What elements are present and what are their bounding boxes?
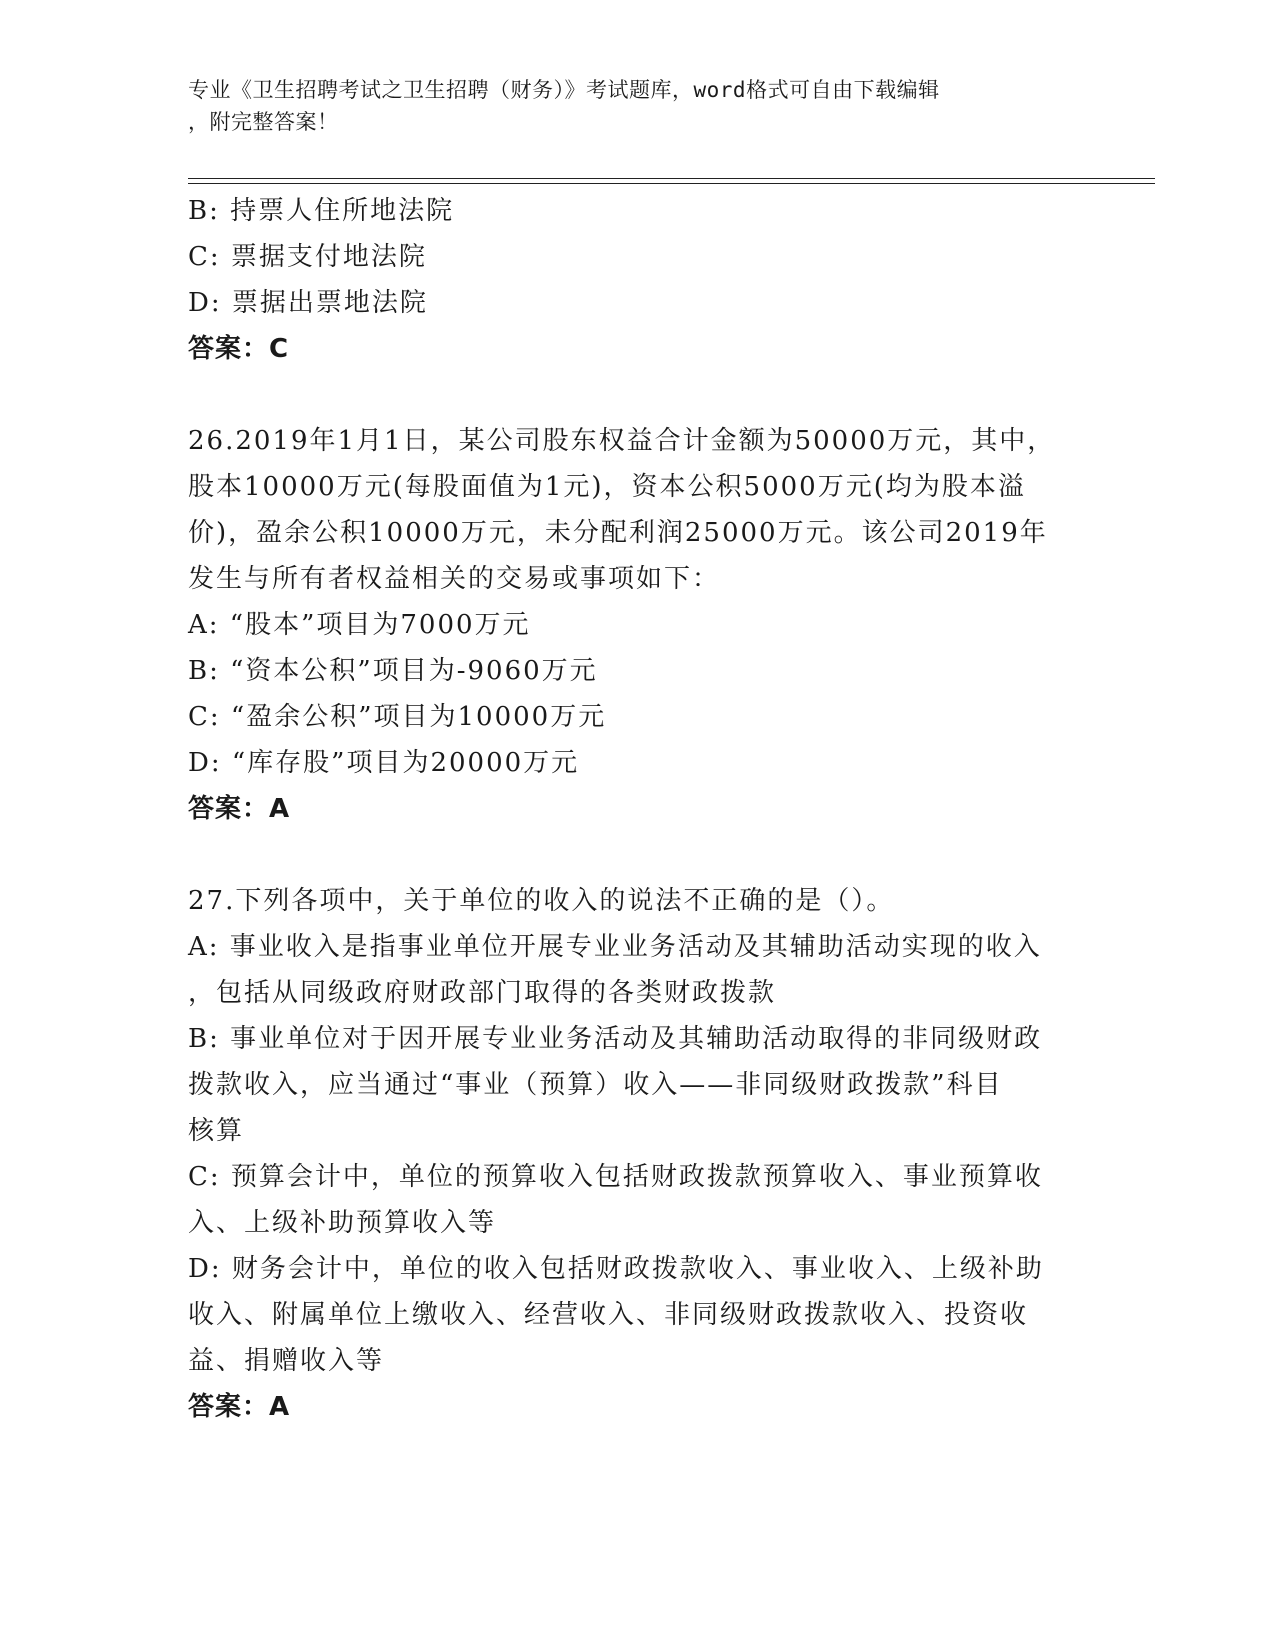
option-b-line: B: 事业单位对于因开展专业业务活动及其辅助活动取得的非同级财政 <box>188 1024 1043 1054</box>
option-b: B: “资本公积”项目为-9060万元 <box>188 656 598 686</box>
answer-label: 答案：C <box>188 334 290 364</box>
option-c: C: “盈余公积”项目为10000万元 <box>188 702 607 732</box>
option-b-line: 拨款收入，应当通过“事业（预算）收入——非同级财政拨款”科目 <box>188 1070 1003 1100</box>
header-divider-bottom <box>188 183 1155 184</box>
spacer <box>188 832 1088 878</box>
header-line-2: ，附完整答案！ <box>188 110 339 134</box>
spacer <box>188 372 1088 418</box>
option-d-line: D: 财务会计中，单位的收入包括财政拨款收入、事业收入、上级补助 <box>188 1254 1044 1284</box>
document-body <box>188 188 1088 1430</box>
question-stem-line: 26.2019年1月1日，某公司股东权益合计金额为50000万元，其中， <box>188 426 1056 456</box>
question-26 <box>188 418 1088 832</box>
header-divider-top <box>188 178 1155 179</box>
question-stem: 27.下列各项中，关于单位的收入的说法不正确的是（）。 <box>188 886 895 916</box>
option-d-line: 收入、附属单位上缴收入、经营收入、非同级财政拨款收入、投资收 <box>188 1300 1029 1330</box>
option-d-line: 益、捐赠收入等 <box>188 1346 385 1376</box>
question-stem-line: 价)，盈余公积10000万元，未分配利润25000万元。该公司2019年 <box>188 518 1048 548</box>
question-stem-line: 股本10000万元(每股面值为1元)，资本公积5000万元(均为股本溢 <box>188 472 1026 502</box>
header-line-1: 专业《卫生招聘考试之卫生招聘（财务）》考试题库，word格式可自由下载编辑 <box>188 78 940 102</box>
question-25-tail <box>188 188 1088 372</box>
option-c-line: C: 预算会计中，单位的预算收入包括财政拨款预算收入、事业预算收 <box>188 1162 1043 1192</box>
option-c: C: 票据支付地法院 <box>188 242 427 272</box>
option-a-line: A: 事业收入是指事业单位开展专业业务活动及其辅助活动实现的收入 <box>188 932 1042 962</box>
question-stem-line: 发生与所有者权益相关的交易或事项如下： <box>188 564 721 594</box>
option-d: D: 票据出票地法院 <box>188 288 428 318</box>
option-a: A: “股本”项目为7000万元 <box>188 610 531 640</box>
answer-label: 答案：A <box>188 1392 291 1422</box>
answer-label: 答案：A <box>188 794 291 824</box>
option-b: B: 持票人住所地法院 <box>188 196 455 226</box>
question-27 <box>188 878 1088 1430</box>
option-d: D: “库存股”项目为20000万元 <box>188 748 580 778</box>
option-c-line: 入、上级补助预算收入等 <box>188 1208 497 1238</box>
option-a-line: ，包括从同级政府财政部门取得的各类财政拨款 <box>188 978 777 1008</box>
page-header <box>188 74 1068 138</box>
option-b-line: 核算 <box>188 1116 245 1146</box>
